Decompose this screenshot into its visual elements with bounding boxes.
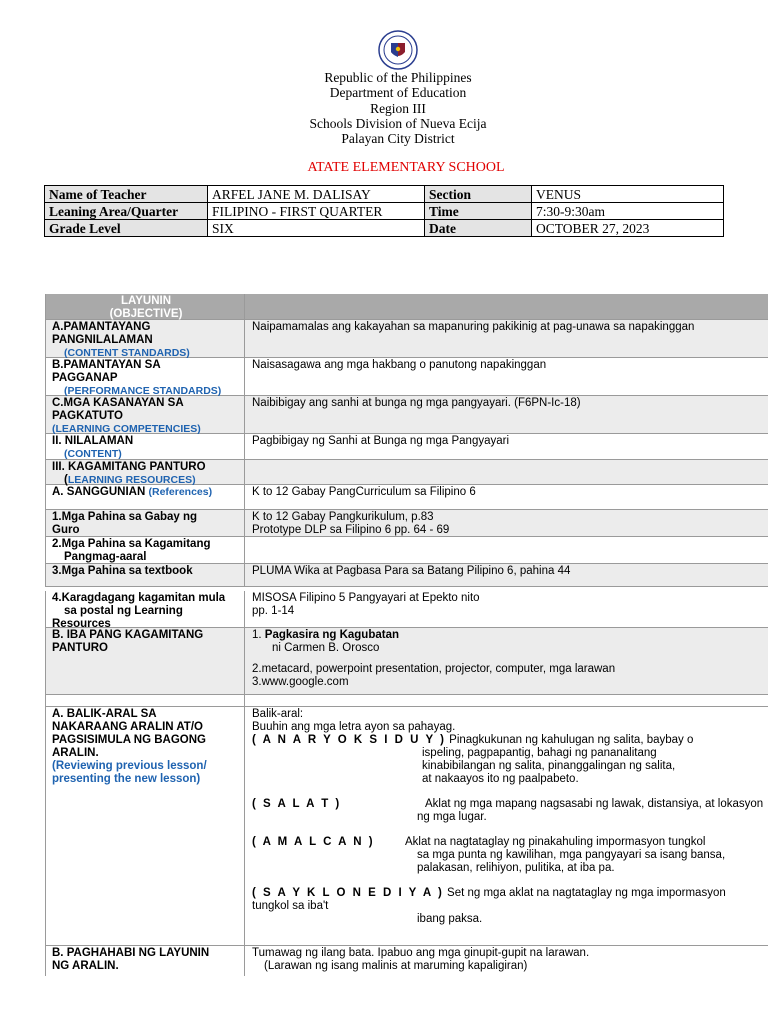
row-title: PANGNILALAMAN <box>52 334 153 346</box>
row-title: 3.Mga Pahina sa textbook <box>45 564 245 586</box>
plan-row <box>45 946 768 976</box>
word-definition: Pinagkukunan ng kahulugan ng salita, baybay o <box>445 734 694 746</box>
time-label: Time <box>425 203 532 220</box>
scrambled-word: ( A M A L C A N ) <box>252 836 375 848</box>
school-name: ATATE ELEMENTARY SCHOOL <box>307 160 505 175</box>
row-value: Pagbibigay ng Sanhi at Bunga ng mga Pangyayari <box>252 435 510 447</box>
row-title: PANTURO <box>52 642 109 654</box>
lesson-plan-table <box>45 294 768 976</box>
plan-spacer-row <box>45 695 768 707</box>
row-value: Prototype DLP sa Filipino 6 pp. 64 - 69 <box>252 524 450 536</box>
plan-row <box>45 320 768 358</box>
row-subtitle: (Reviewing previous lesson/ <box>52 760 207 772</box>
row-value: Pagkasira ng Kagubatan <box>264 629 400 641</box>
row-title: C.MGA KASANAYAN SA <box>52 397 184 409</box>
row-title: A.PAMANTAYANG <box>52 321 151 333</box>
row-value: Naibibigay ang sanhi at bunga ng mga pangyayari. (F6PN-Ic-18) <box>252 397 581 409</box>
header-line: Palayan City District <box>341 131 455 146</box>
row-value: Naipamamalas ang kakayahan sa mapanuring pakikinig at pag-unawa sa napakinggan <box>252 321 695 333</box>
plan-row <box>45 564 768 587</box>
row-subtitle: LEARNING RESOURCES) <box>67 474 196 486</box>
time-value: 7:30-9:30am <box>532 203 724 220</box>
objective-heading-en: (OBJECTIVE) <box>109 308 183 320</box>
row-title: PAGGANAP <box>52 372 118 384</box>
row-title: II. NILALAMAN <box>52 435 134 447</box>
row-subtitle-paren: ( <box>64 474 68 486</box>
row-value: pp. 1-14 <box>252 605 295 617</box>
word-definition: ibang paksa. <box>417 913 483 925</box>
row-title: B.PAMANTAYAN SA <box>52 359 161 371</box>
date-value: OCTOBER 27, 2023 <box>532 220 724 237</box>
scrambled-word: ( A N A R Y O K S I D U Y ) <box>252 734 446 746</box>
row-title: Resources <box>52 618 111 630</box>
row-value: Naisasagawa ang mga hakbang o panutong napakinggan <box>252 359 547 371</box>
plan-row <box>45 510 768 537</box>
section-value: VENUS <box>532 186 724 203</box>
word-definition: Aklat ng mga mapang nagsasabi ng lawak, distansiya, at lokasyon <box>425 798 764 810</box>
word-definition: kinabibilangan ng salita, pinanggalingan ng salita, <box>422 760 676 772</box>
word-definition: sa mga punta ng kawilihan, mga pangyayari sa isang bansa, <box>417 849 726 861</box>
row-title: Guro <box>52 524 80 536</box>
plan-header-row <box>45 294 768 320</box>
word-definition: Set ng mga aklat na nagtataglay ng mga impormasyon tungkol sa iba't <box>252 887 726 912</box>
header-line: Schools Division of Nueva Ecija <box>309 116 487 131</box>
area-label: Leaning Area/Quarter <box>45 203 208 220</box>
row-title: ARALIN. <box>52 747 99 759</box>
header-line: Region III <box>370 101 426 116</box>
row-title: 2.Mga Pahina sa Kagamitang <box>52 538 211 550</box>
date-label: Date <box>425 220 532 237</box>
row-title: B. IBA PANG KAGAMITANG <box>52 629 204 641</box>
row-value: (Larawan ng isang malinis at maruming kapaligiran) <box>264 960 528 972</box>
section-label: Section <box>425 186 532 203</box>
scrambled-word: ( S A Y K L O N E D I Y A ) <box>252 887 444 899</box>
row-value: ni Carmen B. Orosco <box>272 642 380 654</box>
plan-row <box>45 396 768 434</box>
plan-row <box>45 628 768 695</box>
word-definition: palakasan, relihiyon, pulitika, at iba pa. <box>417 862 615 874</box>
row-title: B. PAGHAHABI NG LAYUNIN <box>52 947 210 959</box>
row-title: 1.Mga Pahina sa Gabay ng <box>52 511 198 523</box>
row-title: A. SANGGUNIAN <box>52 486 146 498</box>
area-value: FILIPINO - FIRST QUARTER <box>208 203 425 220</box>
row-value: 1. <box>252 629 262 641</box>
teacher-value: ARFEL JANE M. DALISAY <box>208 186 425 203</box>
row-subtitle: (CONTENT) <box>64 448 122 460</box>
plan-row <box>45 587 768 628</box>
row-value: 3.www.google.com <box>252 676 349 688</box>
row-value: K to 12 Gabay PangCurriculum sa Filipino 6 <box>252 486 476 498</box>
row-subtitle: (LEARNING COMPETENCIES) <box>52 423 201 435</box>
row-value: 2.metacard, powerpoint presentation, projector, computer, mga larawan <box>252 663 616 675</box>
info-table <box>44 185 724 237</box>
word-definition: Aklat na nagtataglay ng pinakahuling impormasyon tungkol <box>405 836 706 848</box>
scrambled-word: ( S A L A T ) <box>252 798 342 810</box>
objective-heading: LAYUNIN <box>120 295 172 307</box>
row-title: III. KAGAMITANG PANTURO <box>52 461 206 473</box>
row-value: MISOSA Filipino 5 Pangyayari at Epekto nito <box>252 592 480 604</box>
row-value: K to 12 Gabay Pangkurikulum, p.83 <box>252 511 434 523</box>
row-title: Pangmag-aaral <box>64 551 147 563</box>
plan-row <box>45 434 768 460</box>
row-title: sa postal ng Learning <box>64 605 183 617</box>
row-title: 4.Karagdagang kagamitan mula <box>52 592 226 604</box>
deped-seal-icon <box>376 30 420 70</box>
row-subtitle: (References) <box>148 486 213 498</box>
word-definition: ispeling, pagpapantig, bahagi ng pananalitang <box>422 747 657 759</box>
word-definition: at nakaayos ito ng paalpabeto. <box>422 773 579 785</box>
plan-row <box>45 358 768 396</box>
plan-row <box>45 485 768 510</box>
row-value: Balik-aral: <box>252 708 304 720</box>
teacher-label: Name of Teacher <box>45 186 208 203</box>
row-value: Tumawag ng ilang bata. Ipabuo ang mga ginupit-gupit na larawan. <box>252 947 590 959</box>
grade-value: SIX <box>208 220 425 237</box>
row-title: PAGKATUTO <box>52 410 123 422</box>
row-value: Buuhin ang mga letra ayon sa pahayag. <box>252 721 456 733</box>
row-subtitle: (PERFORMANCE STANDARDS) <box>64 385 222 397</box>
row-title: NAKARAANG ARALIN AT/O <box>52 721 203 733</box>
row-title: PAGSISIMULA NG BAGONG <box>52 734 206 746</box>
plan-row <box>45 460 768 485</box>
header-line: Department of Education <box>329 85 467 100</box>
row-title: A. BALIK-ARAL SA <box>52 708 157 720</box>
header-line: Republic of the Philippines <box>324 70 472 85</box>
row-subtitle: (CONTENT STANDARDS) <box>64 347 190 359</box>
row-subtitle: presenting the new lesson) <box>52 773 201 785</box>
grade-label: Grade Level <box>45 220 208 237</box>
plan-row <box>45 537 768 564</box>
word-definition: ng mga lugar. <box>417 811 487 823</box>
row-title: NG ARALIN. <box>52 960 119 972</box>
row-value: PLUMA Wika at Pagbasa Para sa Batang Pilipino 6, pahina 44 <box>252 565 571 577</box>
plan-row <box>45 707 768 946</box>
